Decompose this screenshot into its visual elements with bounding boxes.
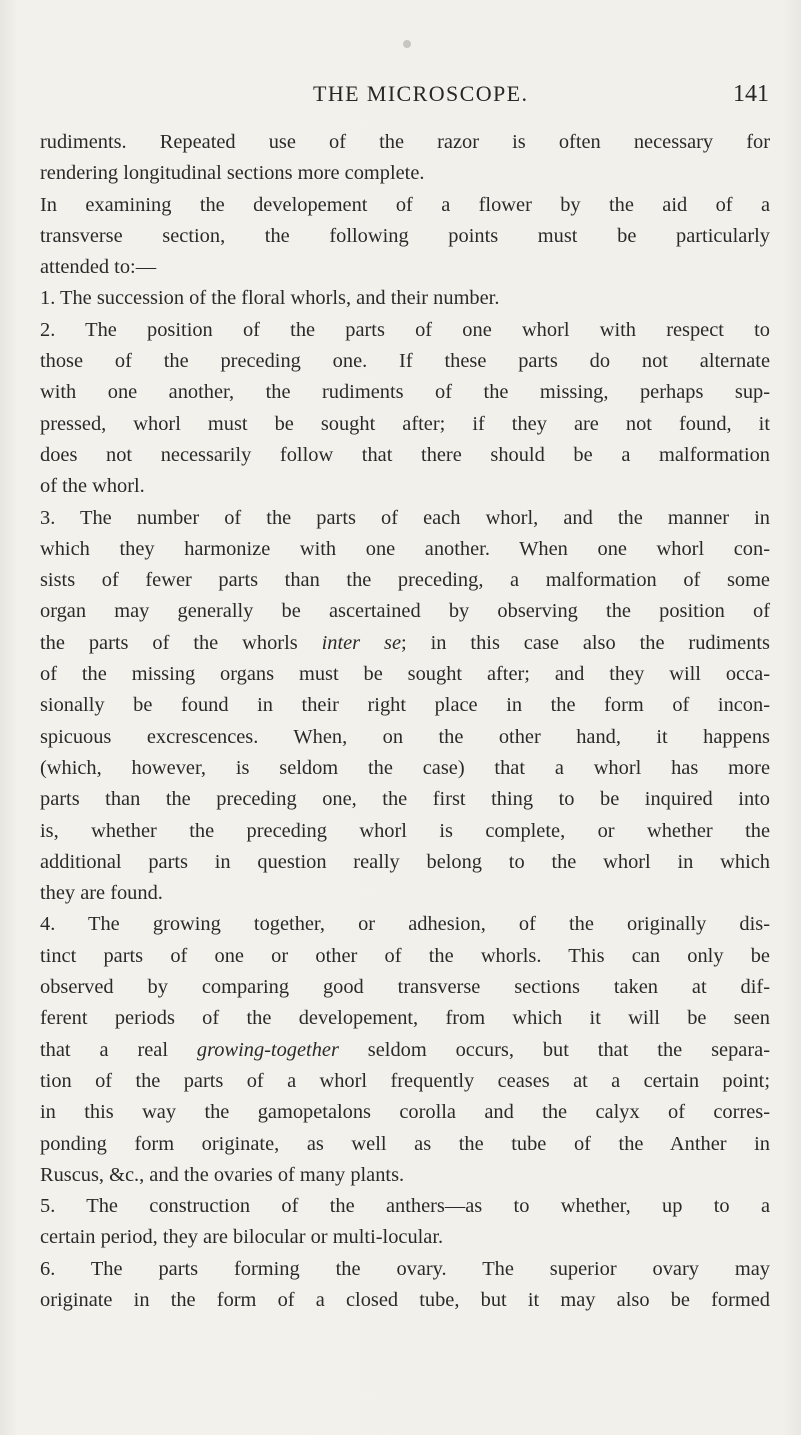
text-line-15: sists of fewer parts than the preceding, a malformation of some — [40, 569, 770, 592]
text-line-4: transverse section, the following points must be particularly — [40, 224, 770, 247]
text-line-23: is, whether the preceding whorl is complete, or whether the — [40, 819, 770, 842]
text-line-17-with-italic — [40, 628, 770, 659]
text-line-17-plain: the parts of the whorls — [40, 631, 322, 654]
text-line-8: those of the preceding one. If these parts do not alternate — [40, 350, 770, 373]
text-line-30-plain: that a real — [40, 1038, 197, 1061]
text-line-19: sionally be found in their right place in the form of incon- — [40, 694, 770, 717]
text-line-29: ferent periods of the developement, from which it will be seen — [40, 1007, 770, 1030]
text-line-2: rendering longitudinal sections more complete. — [40, 162, 425, 185]
text-line-20: spicuous excrescences. When, on the other hand, it happens — [40, 725, 770, 748]
text-line-38: originate in the form of a closed tube, but it may also be formed — [40, 1288, 770, 1311]
text-line-10: pressed, whorl must be sought after; if they are not found, it — [40, 412, 770, 435]
text-line-37: 6. The parts forming the ovary. The superior ovary may — [40, 1257, 770, 1280]
text-line-26: 4. The growing together, or adhesion, of the originally dis- — [40, 913, 770, 936]
text-line-31: tion of the parts of a whorl frequently ceases at a certain point; — [40, 1069, 770, 1092]
page-mark — [403, 40, 411, 48]
running-title: THE MICROSCOPE. — [313, 81, 529, 106]
text-line-18: of the missing organs must be sought after; and they will occa- — [40, 663, 770, 686]
text-line-36: certain period, they are bilocular or multi-locular. — [40, 1226, 444, 1249]
text-line-9: with one another, the rudiments of the missing, perhaps sup- — [40, 381, 770, 404]
italic-inter-se: inter se — [321, 631, 402, 654]
text-line-14: which they harmonize with one another. When one whorl con- — [40, 537, 770, 560]
italic-growing-together: growing-together — [196, 1038, 339, 1061]
text-line-28: observed by comparing good transverse sections taken at dif- — [40, 976, 770, 999]
text-line-3: In examining the developement of a flower by the aid of a — [40, 193, 770, 216]
text-line-16: organ may generally be ascertained by observing the position of — [40, 600, 770, 623]
text-line-21: (which, however, is seldom the case) that a whorl has more — [40, 756, 770, 779]
text-line-12: of the whorl. — [40, 475, 145, 498]
text-line-35: 5. The construction of the anthers—as to whether, up to a — [40, 1195, 770, 1218]
text-line-32: in this way the gamopetalons corolla and the calyx of corres- — [40, 1101, 770, 1124]
text-line-22: parts than the preceding one, the first thing to be inquired into — [40, 788, 770, 811]
text-line-27: tinct parts of one or other of the whorls. This can only be — [40, 944, 770, 967]
text-line-34: Ruscus, &c., and the ovaries of many plants. — [40, 1163, 405, 1186]
text-line-7: 2. The position of the parts of one whorl with respect to — [40, 318, 770, 341]
text-line-6: 1. The succession of the floral whorls, and their number. — [40, 287, 500, 310]
text-line-1: rudiments. Repeated use of the razor is often necessary for — [40, 131, 770, 153]
body-text — [40, 127, 770, 1316]
text-line-25: they are found. — [40, 882, 163, 905]
text-line-13: 3. The number of the parts of each whorl, and the manner in — [40, 506, 770, 529]
text-line-24: additional parts in question really belong to the whorl in which — [40, 850, 770, 873]
text-line-17-tail: ; in this case also the rudiments — [401, 631, 770, 654]
running-head — [0, 81, 801, 121]
page-number: 141 — [733, 81, 769, 107]
text-line-33: ponding form originate, as well as the tube of the Anther in — [40, 1132, 770, 1155]
text-line-5: attended to:— — [40, 256, 157, 279]
text-line-30-tail: seldom occurs, but that the separa- — [338, 1038, 770, 1061]
text-line-11: does not necessarily follow that there should be a malformation — [40, 443, 770, 466]
text-line-30-with-italic — [40, 1035, 770, 1066]
